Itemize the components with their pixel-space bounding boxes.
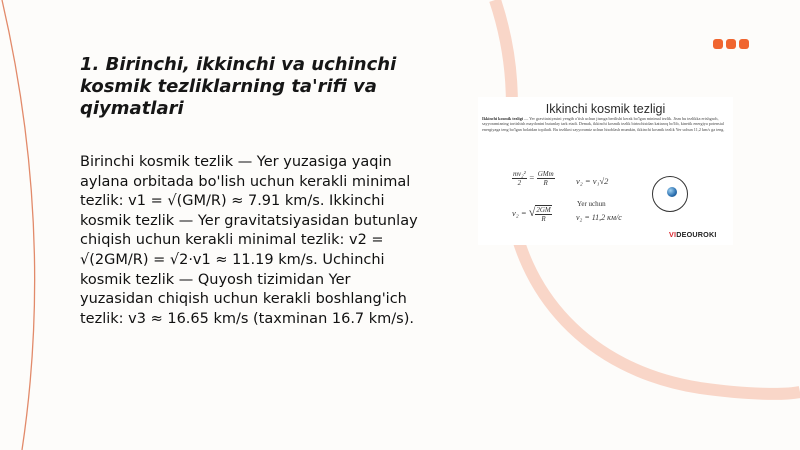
sqrt-num: 2GM xyxy=(536,206,551,215)
earth-label: Yer uchun xyxy=(577,200,606,208)
frac-right-num: GMm xyxy=(537,170,554,178)
menu-dots-icon xyxy=(713,39,749,49)
orbit-circle xyxy=(652,176,688,212)
earth-icon xyxy=(667,187,677,197)
v2-definition: v₂ = √ $\frac{2GM}{R}$ xyxy=(512,205,551,224)
v2-relation: v₂ = v₁√2 xyxy=(576,176,609,186)
dot xyxy=(739,39,749,49)
videouroki-logo: VIDEOUROKI xyxy=(669,230,717,239)
dot xyxy=(713,39,723,49)
sqrt-den: R xyxy=(541,215,546,224)
v2-value: v₂ = 11,2 км/с xyxy=(576,213,622,222)
image-title: Ikkinchi kosmik tezligi xyxy=(545,102,666,116)
slide-body-text: Birinchi kosmik tezlik — Yer yuzasiga yaqin aylana orbitada bo'lish uchun kerakli minimal tezlik: v1 = √(GM/R) ≈ 7.91 km/s. Ikkinchi kosmik tezlik — Yer gravitatsiyasidan butunlay chiqish uchun kerakli minimal tezlik: v2 = √(2GM/R) = √2·v1 ≈ 11.19 km/s. Uchinchi kosmik tezlik — Quyosh tizimidan Yer yuzasidan chiqish uchun kerakli boshlang'ich tezlik: v3 ≈ 16.65 km/s (taxminan 16.7 km/s). xyxy=(80,154,418,327)
dot xyxy=(726,39,736,49)
v2-label: v₂ = xyxy=(512,208,527,218)
frac-left-den: 2 xyxy=(517,179,522,187)
slide-title: 1. Birinchi, ikkinchi va uchinchi kosmik tezliklarning ta'rifi va qiymatlari xyxy=(80,54,397,119)
frac-left-num: mv₂² xyxy=(513,170,526,178)
image-paragraph-lead: Ikkinchi kosmik tezligi xyxy=(482,116,523,121)
image-paragraph xyxy=(482,116,728,132)
energy-equation: $\frac{\text{mv₂²}}{2}$ = $\frac{\text{GMm}}{R}$ xyxy=(513,170,554,187)
frac-right-den: R xyxy=(543,179,548,187)
image-paragraph-text: — Yer gravitatsiyasini yengib o'tish uchun jismga berilishi kerak bo'lgan minimal tezlik. Jism bu tezlikka erishgach, sayyoramizning tortishish maydonini butunlay tark etadi. Demak, ikkinchi kosmik tezlik birinchisidan kattaroq bo'lib, kinetik energiya potensial energiyaga teng bo'lgan holatdan topiladi. Bu tezlikni sayyoramiz uchun hisoblash mumkin, ikkinchi kosmik tezlik Yer uchun 11,2 km/s ga teng. xyxy=(482,116,725,132)
